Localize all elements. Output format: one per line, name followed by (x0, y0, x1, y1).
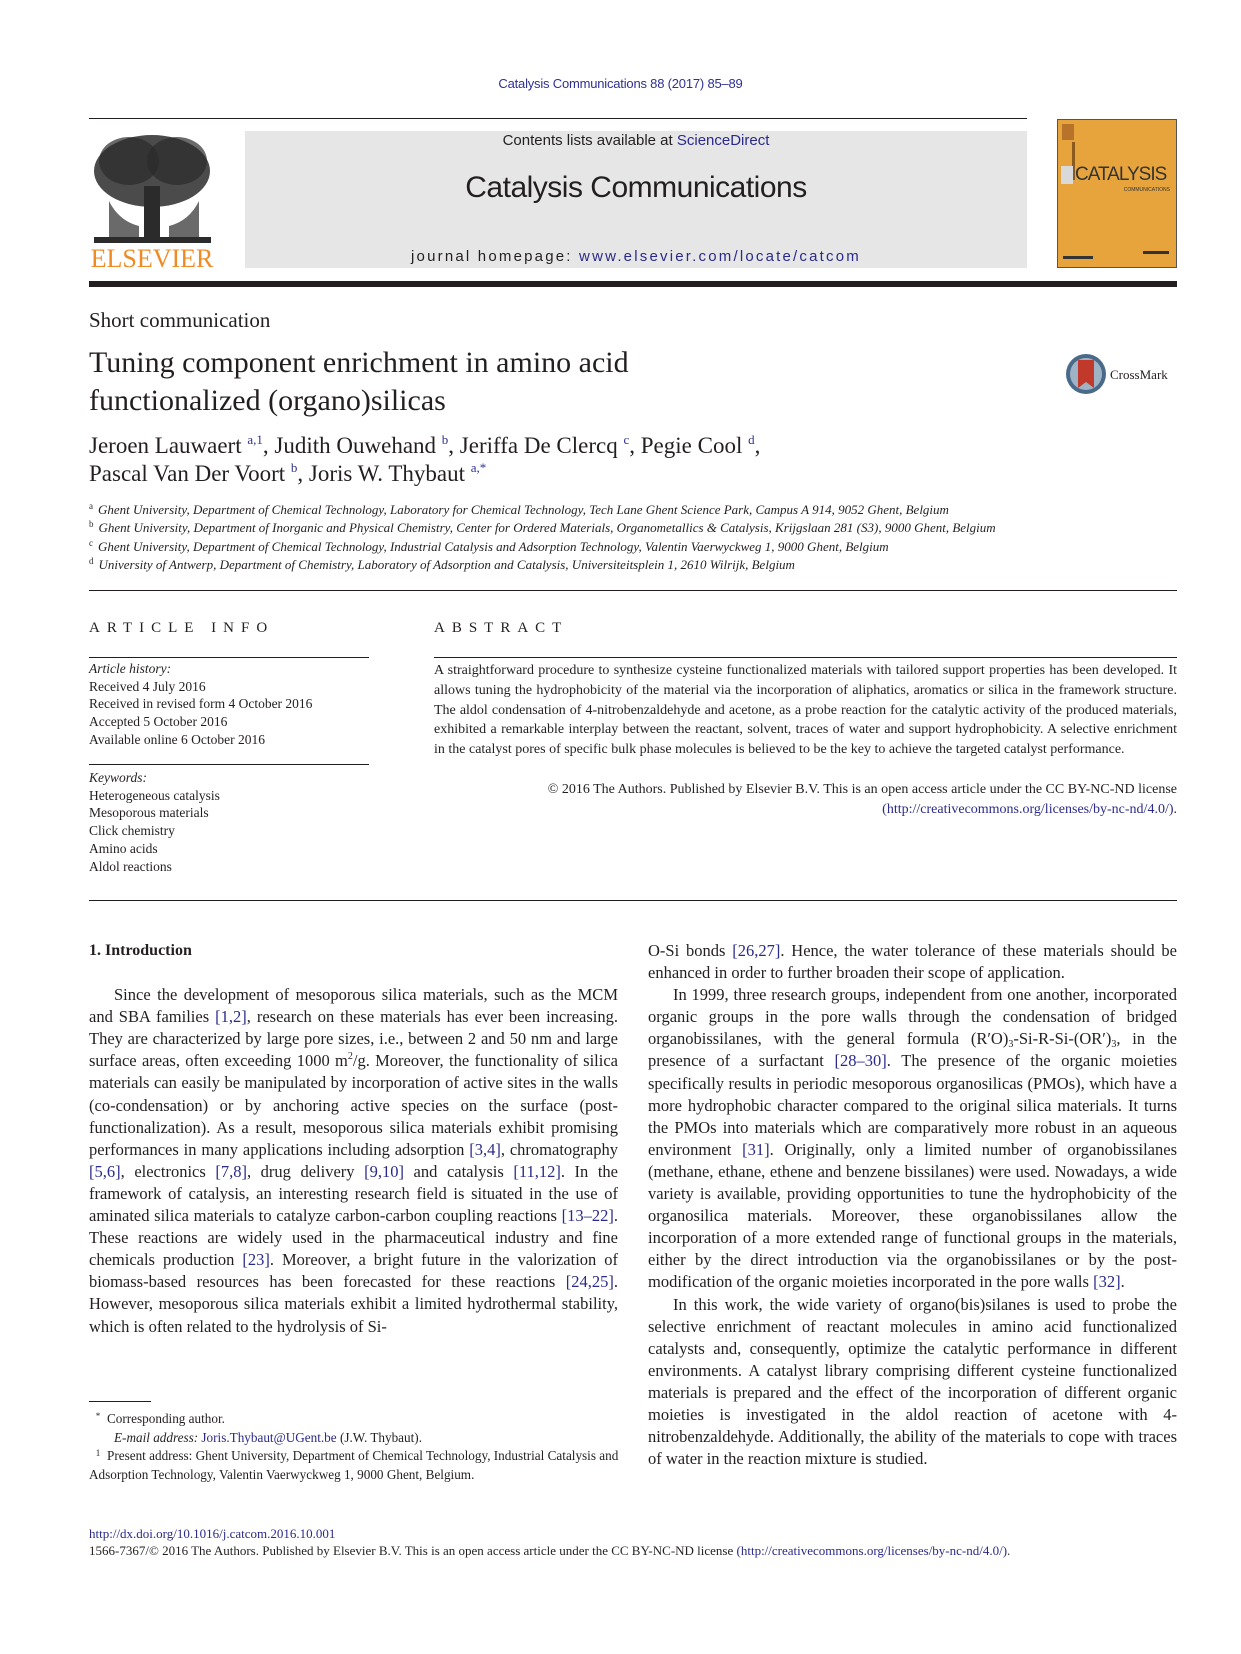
author-name[interactable]: Jeroen Lauwaert (89, 433, 242, 458)
affiliation-item (89, 538, 1179, 556)
crossmark-icon (1064, 352, 1184, 396)
footnote-present-address: 1 Present address: Ghent University, Department of Chemical Technology, Industrial Catalysis and Adsorption Technology, Valentin Vaerwyckweg 1, 9000 Ghent, Belgium. (89, 1448, 619, 1482)
affiliation-mark: d (89, 555, 94, 566)
keyword-item: Aldol reactions (89, 858, 172, 874)
license-text: © 2016 The Authors. Published by Elsevier B.V. This is an open access article under the CC BY-NC-ND license (547, 782, 1177, 797)
affiliation-text: Ghent University, Department of Chemical Technology, Laboratory for Chemical Technology, Tech Lane Ghent Science Park, Campus A 914, 9052 Ghent, Belgium (98, 502, 949, 517)
author-affiliation-marker[interactable]: b (290, 460, 298, 475)
keyword-item: Click chemistry (89, 823, 175, 839)
divider (434, 657, 1177, 658)
affiliation-text: Ghent University, Department of Chemical Technology, Industrial Catalysis and Adsorption Technology, Valentin Vaerwyckweg 1, 9000 Ghent, Belgium (98, 538, 889, 554)
journal-cover-icon (1058, 120, 1176, 267)
history-item: Available online 6 October 2016 (89, 731, 265, 747)
license-statement (434, 780, 1177, 820)
issn-license-line: 1566-7367/© 2016 The Authors. Published by Elsevier B.V. This is an open access article under the CC BY-NC-ND license (http://creativecommons.org/licenses/by-nc-nd/4.0/). (89, 1543, 1011, 1558)
abstract-text: A straightforward procedure to synthesize cysteine functionalized materials with tailored support properties has been developed. It allows tuning the hydrophobicity of the material via the incorporation of aliphatics, aromatics or silica in the framework structure. The aldol condensation of 4-nitrobenzaldehyde and acetone, as a probe reaction for the catalytic activity of the produced materials, exhibited a remarkable interplay between the reactant, solvent, traces of water and support hydrophobicity. A selective enrichment in the catalyst pores of specific bulk phase molecules is believed to be the key to achieve the targeted catalyst performance. (434, 663, 1177, 758)
citation-link[interactable]: [9,10] (364, 1161, 404, 1181)
paragraph: Since the development of mesoporous silica materials, such as the MCM and SBA families [1,2], research on these materials has ever been increasing. They are characterized by large pore sizes, i.e., between 2 and 50 nm and large surface areas, often exceeding 1000 $m^2/g$. Moreover, the functionality of silica materials can easily be manipulated by incorporation of active sites in the walls (co-condensation) or by anchoring active species on the surface (post-functionalization). As a result, mesoporous silica materials exhibit promising performances in many applications including adsorption [3,4], chromatography [5,6], electronics [7,8], drug delivery [9,10] and catalysis [11,12]. In the framework of catalysis, an interesting research field is situated in the use of aminated silica materials to catalyze carbon-carbon coupling reactions [13–22]. These reactions are widely used in the pharmaceutical industry and fine chemicals production [23]. Moreover, a bright future in the valorization of biomass-based resources has been forecasted for these reactions [24,25]. However, mesoporous silica materials exhibit a limited hydrothermal stability, which is often related to the hydrolysis of Si- (89, 985, 619, 1336)
journal-name: Catalysis Communications (465, 171, 807, 204)
author-name[interactable]: Jeriffa De Clercq (459, 433, 618, 458)
citation-link[interactable]: [26,27] (732, 941, 781, 960)
paragraph: In this work, the wide variety of organo(bis)silanes is used to probe the selective enrichment of reactant molecules in amino acid functionalized catalysts and, consequently, optimize the catalytic performance in different environments. A catalyst library comprising different cysteine functionalized materials is prepared and the effect of the incorporation of different organic moieties is investigated in the aldol reaction of acetone with 4-nitrobenzaldehyde. Additionally, the ability of the materials to cope with traces of water in the reaction mixture is studied. (648, 1294, 1177, 1469)
article-title (89, 344, 889, 420)
divider (89, 900, 1177, 901)
license-end: . (1173, 801, 1177, 817)
license-link[interactable]: (http://creativecommons.org/licenses/by-nc-nd/4.0/) (736, 1543, 1008, 1558)
svg-text:COMMUNICATIONS: COMMUNICATIONS (1123, 187, 1170, 193)
footnote-rule (89, 1401, 151, 1402)
footnotes (89, 1410, 629, 1484)
citation-link[interactable]: [11,12] (513, 1161, 561, 1181)
citation-link[interactable]: [7,8] (215, 1161, 247, 1181)
svg-text:CATALYSIS: CATALYSIS (1075, 164, 1167, 185)
author-affiliation-marker[interactable]: c (623, 432, 630, 447)
header-thick-rule (89, 281, 1177, 287)
homepage-prefix: journal homepage: (411, 248, 580, 265)
author-name[interactable]: Pegie Cool (640, 433, 743, 458)
elsevier-wordmark: ELSEVIER (90, 244, 214, 271)
affiliation-mark: a (89, 501, 93, 511)
email-link[interactable]: Joris.Thybaut@UGent.be (201, 1429, 337, 1445)
keyword-item: Heterogeneous catalysis (89, 787, 220, 803)
affiliation-list (89, 501, 1179, 574)
author-affiliation-marker[interactable]: a,* (470, 460, 487, 475)
history-item: Accepted 5 October 2016 (89, 714, 228, 730)
divider (89, 590, 1177, 591)
author-affiliation-marker[interactable]: b (441, 432, 449, 447)
keywords (89, 769, 220, 875)
affiliation-text: University of Antwerp, Department of Chemistry, Laboratory of Adsorption and Catalysis, Universiteitsplein 1, 2610 Wilrijk, Belgium (98, 556, 795, 572)
crossmark-button[interactable] (1064, 352, 1184, 396)
title-line-2: functionalized (organo)silicas (89, 384, 446, 417)
license-link[interactable]: (http://creativecommons.org/licenses/by-nc-nd/4.0/) (882, 801, 1174, 817)
body-column-right (648, 940, 1177, 1470)
citation-link[interactable]: [5,6] (89, 1161, 121, 1181)
divider (89, 764, 369, 765)
journal-cover-thumbnail[interactable] (1057, 119, 1177, 268)
affiliation-text: Ghent University, Department of Inorganic and Physical Chemistry, Center for Ordered Materials, Organometallics & Catalysis, Krijgslaan 281 (S3), 9000 Ghent, Belgium (98, 520, 996, 536)
affiliation-mark: c (89, 537, 93, 548)
keywords-label: Keywords: (89, 770, 147, 785)
journal-homepage (245, 248, 1027, 265)
author-name[interactable]: Pascal Van Der Voort (89, 461, 286, 486)
citation-link[interactable]: [13–22] (561, 1206, 614, 1226)
elsevier-logo[interactable] (89, 131, 216, 271)
affiliation-mark: b (89, 519, 94, 530)
keyword-item: Mesoporous materials (89, 805, 209, 821)
citation-link[interactable]: [23] (242, 1250, 270, 1270)
author-name[interactable]: Joris W. Thybaut (308, 461, 465, 486)
header-top-rule (89, 118, 1027, 119)
contents-availability (245, 131, 1027, 149)
paragraph: O-Si bonds [26,27]. Hence, the water tolerance of these materials should be enhanced in order to further broaden their scope of application. (648, 941, 1177, 983)
author-affiliation-marker[interactable]: d (748, 432, 755, 447)
paragraph: In 1999, three research groups, independent from one another, incorporated organic groups in the pore walls through the condensation of bridged organobissilanes, with the general formula $(R'O)_3-Si-R-Si-(OR')_3$, in the presence of a surfactant [28–30]. The presence of the organic moieties specifically results in periodic mesoporous organosilicas (PMOs), which have a more hydrophobic character compared to the original silica materials. It turns the PMOs into materials which are comparatively more robust in an aqueous environment [31]. Originally, only a limited number of organobissilanes (methane, ethane, ethene and benzene bissilanes) were used. Nowadays, a wide variety is available, providing opportunities to tune the hydrophobicity of the organosilica materials. Moreover, these organobissilanes allow the incorporation of a more extended range of functional groups in the materials, either by the direct introduction via the organobissilanes or by the post-modification of the organic moieties incorporated in the pore walls [32]. (648, 985, 1177, 1292)
elsevier-tree-icon (89, 131, 216, 271)
author-list: Jeroen Lauwaert $^{a,1}$, Judith Ouwehand $^b$, Jeriffa De Clercq $^c$, Pegie Cool $^d$, Pascal Van Der Voort $^b$, Joris W. Thybaut $^{a,*}$ (89, 432, 761, 486)
author-affiliation-marker[interactable]: a,1 (247, 432, 263, 447)
footnote-corresponding: * Corresponding author. (95, 1411, 225, 1426)
title-line-1: Tuning component enrichment in amino acid (89, 346, 629, 379)
article-history (89, 660, 312, 749)
citation-link[interactable]: [24,25] (565, 1272, 614, 1292)
homepage-link[interactable]: www.elsevier.com/locate/catcom (579, 248, 861, 265)
affiliation-item (89, 501, 1179, 519)
abstract-heading: ABSTRACT (434, 620, 569, 636)
article-type: Short communication (89, 308, 271, 332)
affiliation-item (89, 556, 1179, 574)
section-heading: 1. Introduction (89, 942, 192, 959)
citation-link[interactable]: [1,2] (215, 1007, 247, 1027)
footnote-email: E-mail address: Joris.Thybaut@UGent.be (J.W. Thybaut). (114, 1429, 422, 1445)
history-label: Article history: (89, 661, 172, 676)
history-item: Received 4 July 2016 (89, 678, 206, 694)
sciencedirect-link[interactable]: ScienceDirect (676, 132, 770, 149)
article-info-heading: ARTICLE INFO (89, 620, 275, 636)
contents-prefix: Contents lists available at (502, 132, 677, 149)
affiliation-item (89, 519, 1179, 537)
keyword-item: Amino acids (89, 840, 158, 856)
journal-citation-link[interactable]: Catalysis Communications 88 (2017) 85–89 (498, 76, 743, 91)
body-column-left (89, 940, 618, 1338)
svg-text:CrossMark: CrossMark (1110, 367, 1168, 382)
citation-link[interactable]: [3,4] (469, 1139, 501, 1159)
history-item: Received in revised form 4 October 2016 (89, 696, 313, 712)
divider (89, 657, 369, 658)
author-name[interactable]: Judith Ouwehand (274, 433, 437, 458)
doi-link[interactable]: http://dx.doi.org/10.1016/j.catcom.2016.10.001 (89, 1526, 336, 1541)
citation-link[interactable]: [31] (742, 1139, 770, 1159)
citation-link[interactable]: [32] (1093, 1272, 1121, 1292)
citation-link[interactable]: [28–30] (834, 1051, 887, 1071)
